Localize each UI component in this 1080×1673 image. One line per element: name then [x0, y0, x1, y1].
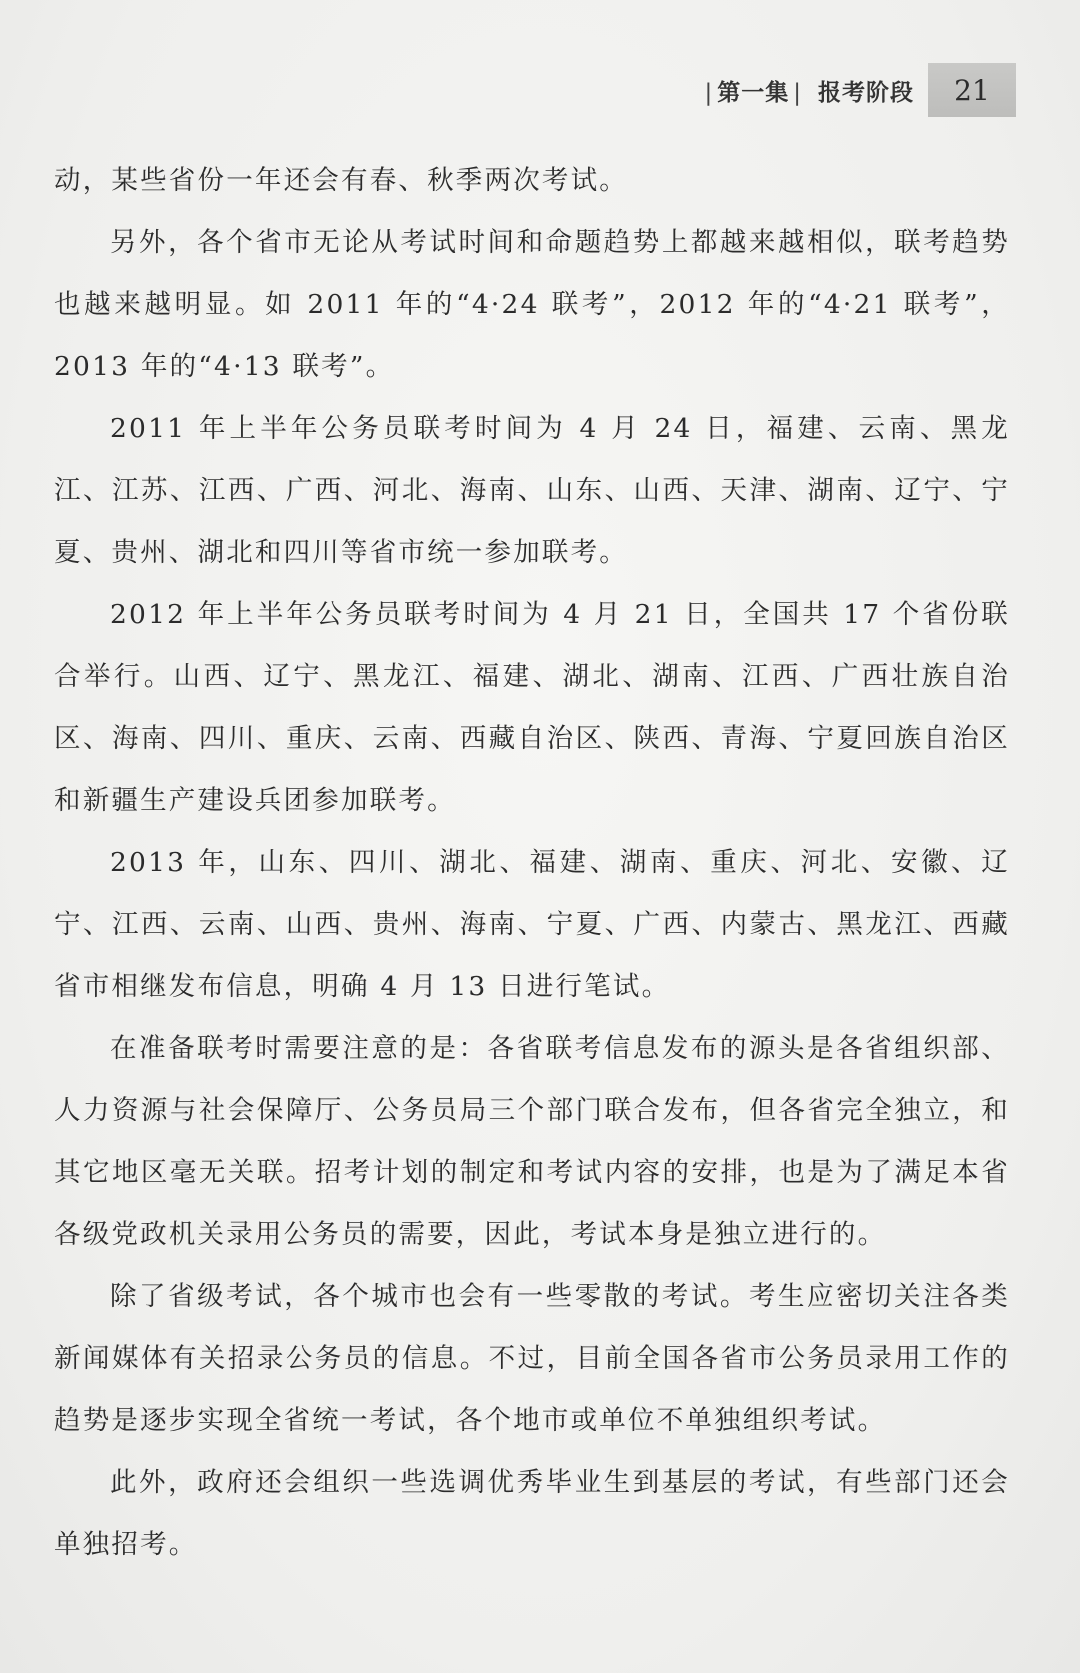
paragraph: 2013 年，山东、四川、湖北、福建、湖南、重庆、河北、安徽、辽宁、江西、云南、山西、贵州、海南、宁夏、广西、内蒙古、黑龙江、西藏省市相继发布信息，明确 4 月 13 日进行笔试。 — [54, 847, 1010, 1002]
paragraph-continued: 动，某些省份一年还会有春、秋季两次考试。 — [54, 165, 628, 196]
paragraph: 此外，政府还会组织一些选调优秀毕业生到基层的考试，有些部门还会单独招考。 — [54, 1467, 1010, 1560]
header-text — [701, 74, 915, 107]
page-number: 21 — [954, 73, 990, 107]
header-divider: | — [704, 79, 714, 106]
page-number-box — [928, 63, 1016, 117]
paragraph: 另外，各个省市无论从考试时间和命题趋势上都越来越相似，联考趋势也越来越明显。如 2011 年的“4·24 联考”，2012 年的“4·21 联考”，2013 年的“4·13 联考”。 — [54, 227, 1010, 382]
paragraph: 除了省级考试，各个城市也会有一些零散的考试。考生应密切关注各类新闻媒体有关招录公务员的信息。不过，目前全国各省市公务员录用工作的趋势是逐步实现全省统一考试，各个地市或单位不单独组织考试。 — [54, 1281, 1010, 1436]
body-text — [54, 150, 1010, 1576]
paragraph: 在准备联考时需要注意的是：各省联考信息发布的源头是各省组织部、人力资源与社会保障厅、公务员局三个部门联合发布，但各省完全独立，和其它地区毫无关联。招考计划的制定和考试内容的安排，也是为了满足本省各级党政机关录用公务员的需要，因此，考试本身是独立进行的。 — [54, 1033, 1010, 1250]
paragraph: 2012 年上半年公务员联考时间为 4 月 21 日，全国共 17 个省份联合举行。山西、辽宁、黑龙江、福建、湖北、湖南、江西、广西壮族自治区、海南、四川、重庆、云南、西藏自治区、陕西、青海、宁夏回族自治区和新疆生产建设兵团参加联考。 — [54, 599, 1010, 816]
running-header — [701, 62, 1017, 118]
paragraph: 2011 年上半年公务员联考时间为 4 月 24 日，福建、云南、黑龙江、江苏、江西、广西、河北、海南、山东、山西、天津、湖南、辽宁、宁夏、贵州、湖北和四川等省市统一参加联考。 — [54, 413, 1010, 568]
chapter-title: 报考阶段 — [818, 79, 914, 106]
header-divider: | — [793, 79, 802, 106]
section-label: 第一集 — [717, 79, 790, 106]
